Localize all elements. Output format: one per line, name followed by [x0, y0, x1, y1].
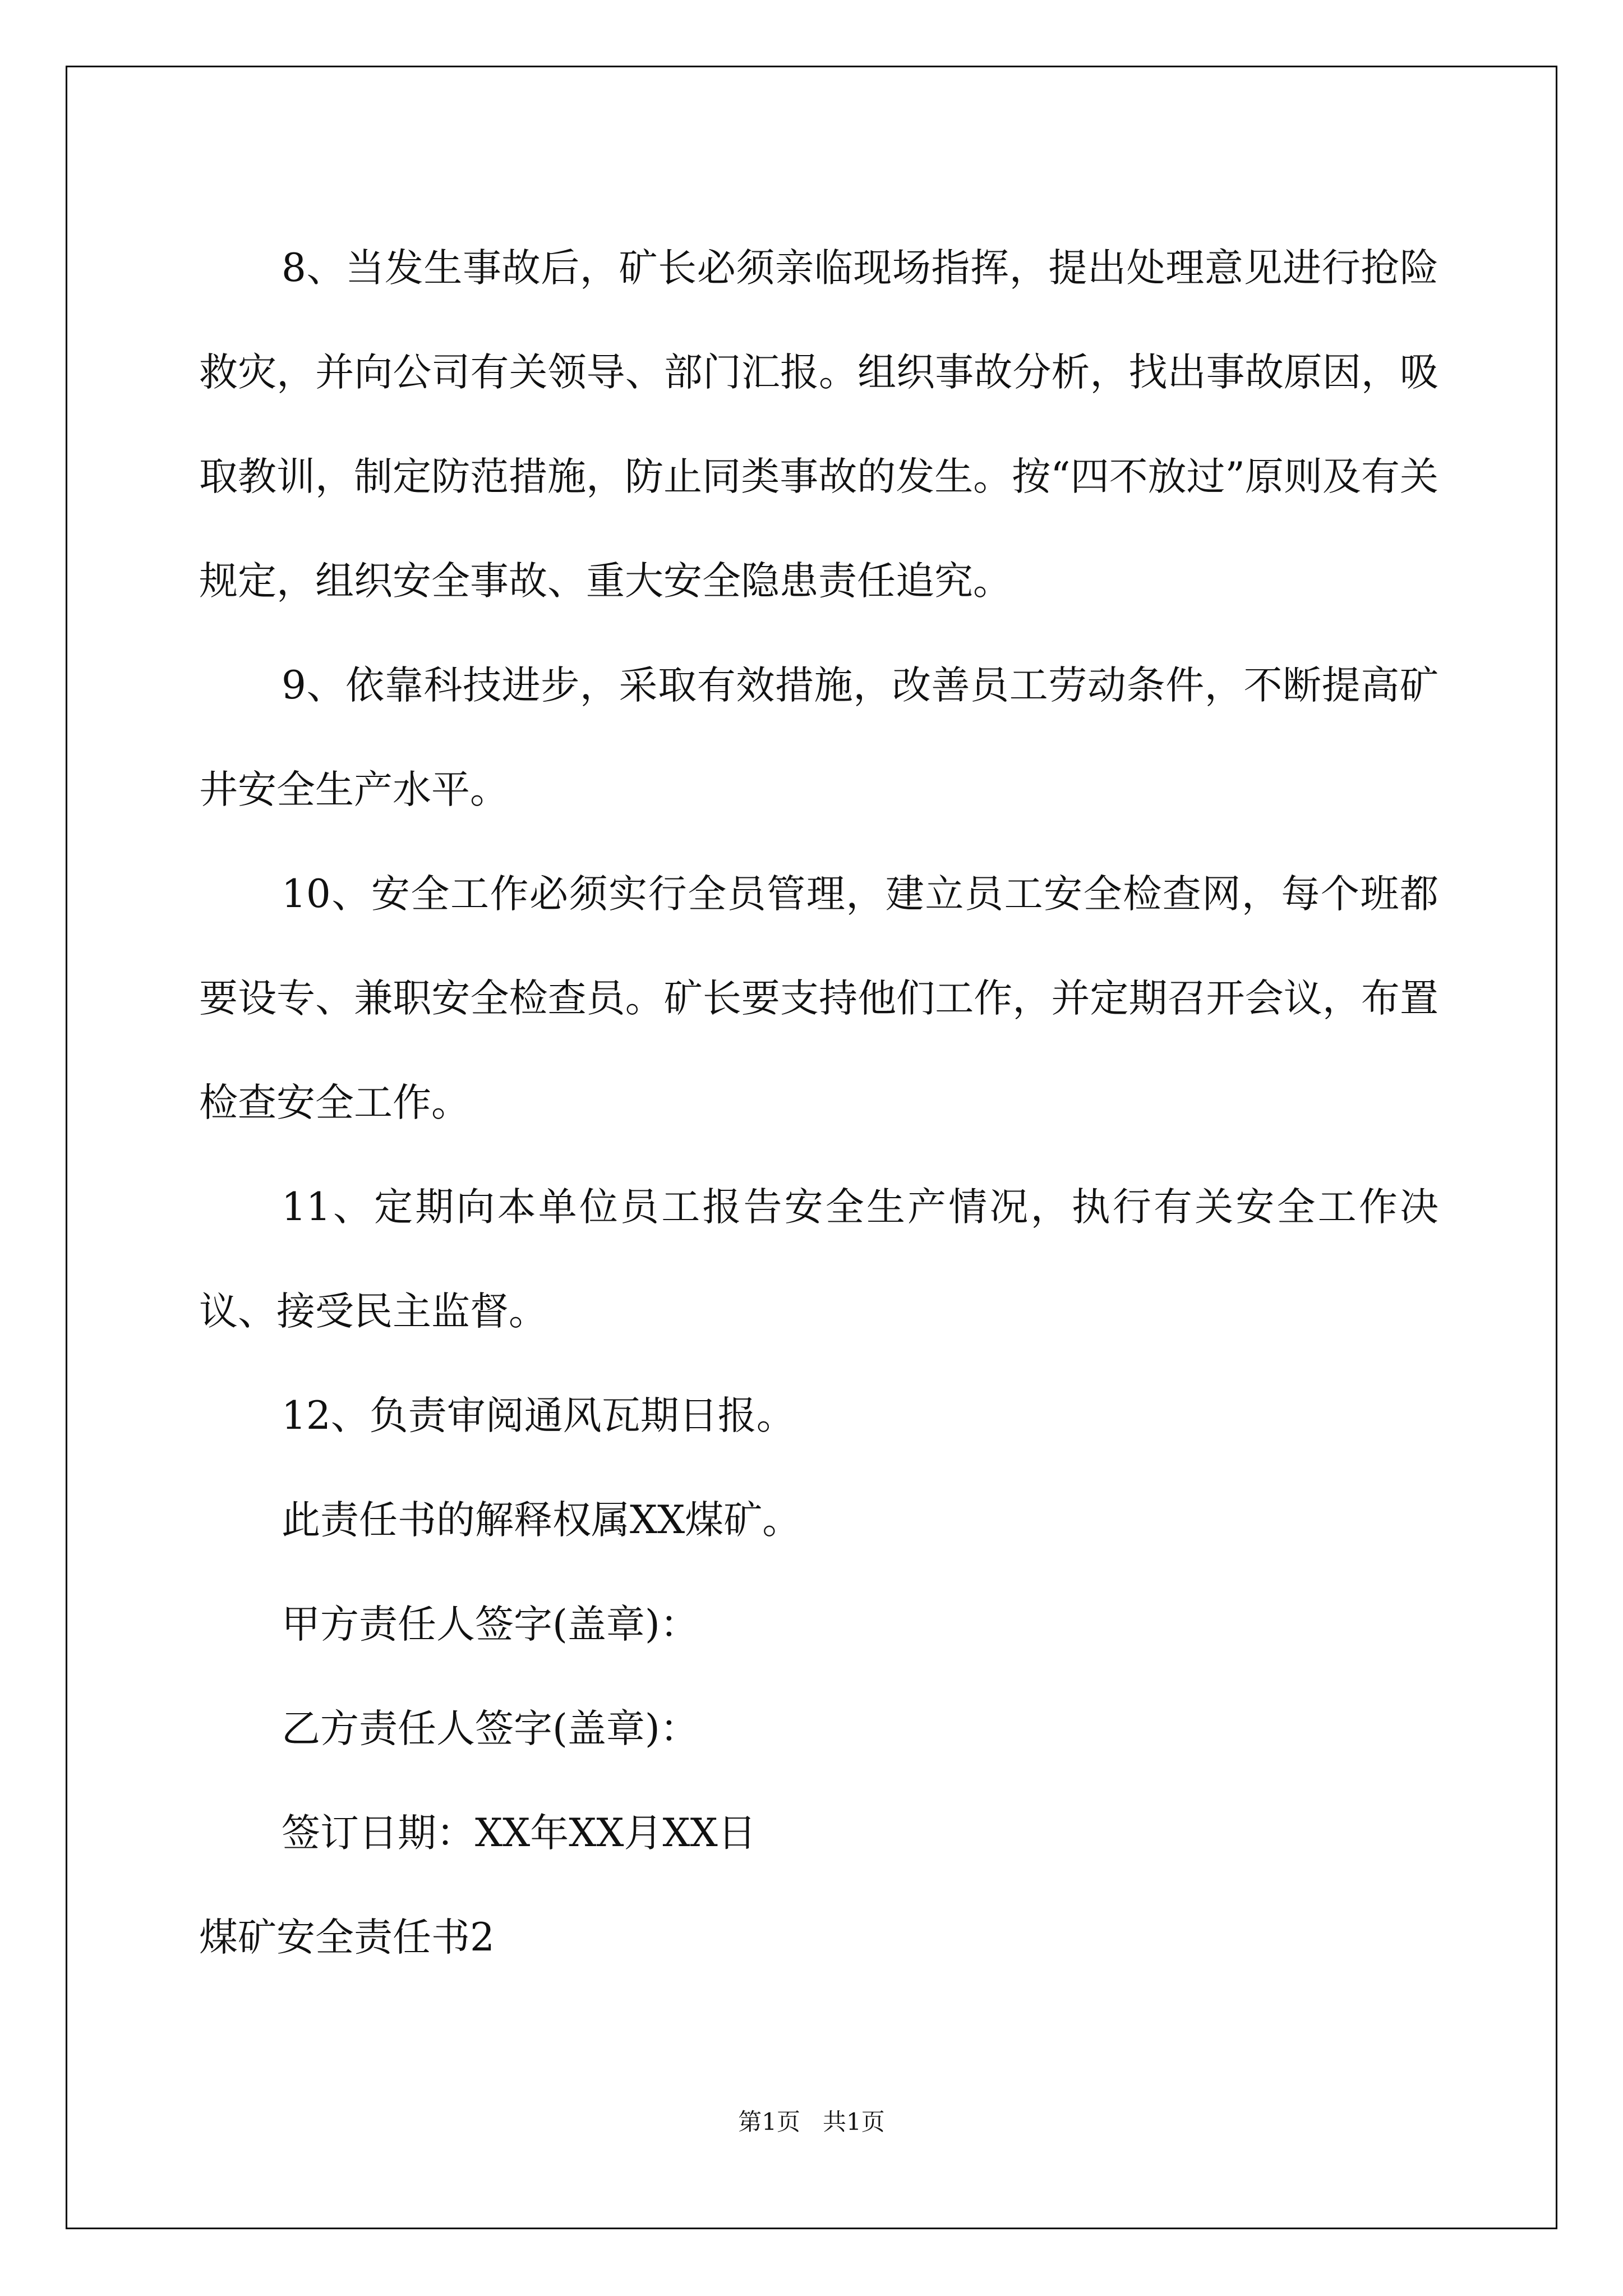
section-title: 煤矿安全责任书2: [199, 1915, 495, 1960]
party-a-signature: 甲方责任人签字(盖章)：: [282, 1602, 699, 1647]
paragraph-item-8: 8、当发生事故后，矿长必须亲临现场指挥，提出处理意见进行抢险救灾，并向公司有关领导、部门汇报。组织事故分析，找出事故原因，吸取教训，制定防范措施，防止同类事故的发生。按“四不放过”原则及有关规定，组织安全事故、重大安全隐患责任追究。: [199, 246, 1438, 604]
paragraph-item-12: 12、负责审阅通风瓦期日报。: [282, 1393, 795, 1438]
paragraph-item-10: 10、安全工作必须实行全员管理，建立员工安全检查网，每个班都要设专、兼职安全检查员。矿长要支持他们工作，并定期召开会议，布置检查安全工作。: [199, 872, 1438, 1125]
paragraph-item-11: 11、定期向本单位员工报告安全生产情况，执行有关安全工作决议、接受民主监督。: [199, 1185, 1438, 1334]
party-b-signature: 乙方责任人签字(盖章)：: [282, 1706, 699, 1751]
paragraph-item-9: 9、依靠科技进步，采取有效措施，改善员工劳动条件，不断提高矿井安全生产水平。: [199, 663, 1438, 812]
signing-date: 签订日期：XX年XX月XX日: [282, 1811, 757, 1856]
page-footer: 第1页 共1页: [738, 2108, 885, 2136]
document-body: [199, 216, 1438, 1990]
interpretation-clause: 此责任书的解释权属XX煤矿。: [282, 1498, 801, 1543]
